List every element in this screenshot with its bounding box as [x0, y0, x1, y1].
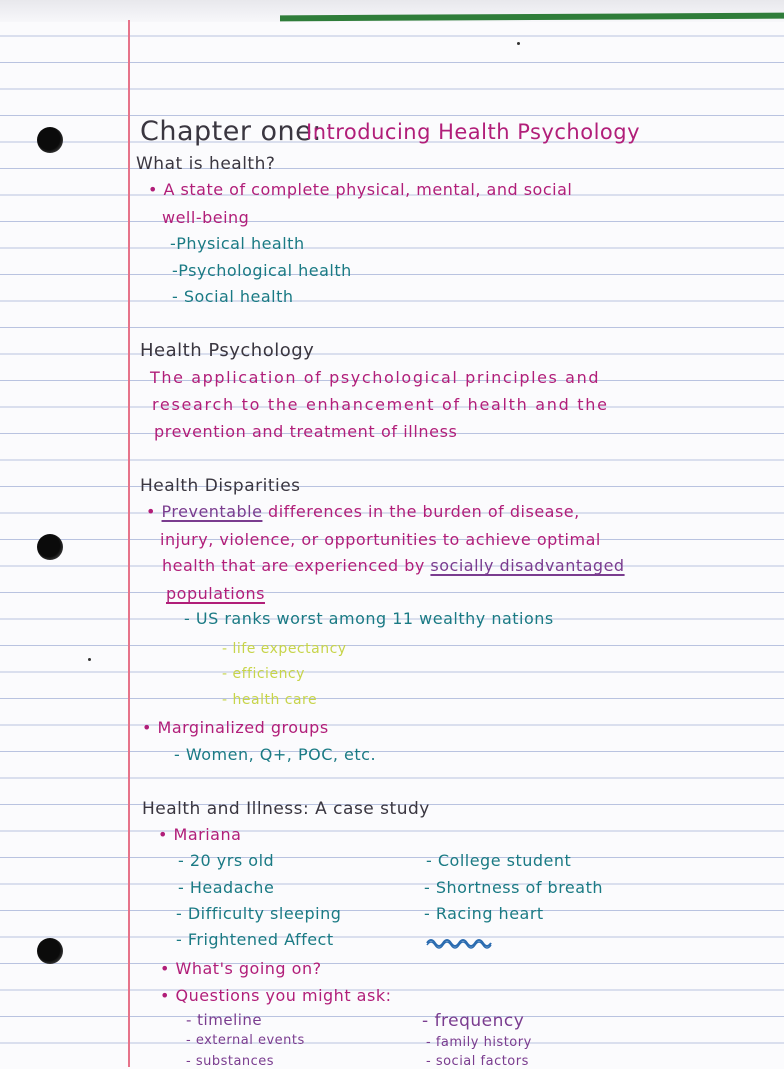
case-subject: • Mariana	[158, 825, 242, 844]
disparities-line: injury, violence, or opportunities to achieve optimal	[160, 530, 601, 549]
definition-line: research to the enhancement of health and the	[152, 395, 609, 414]
list-item: - Social health	[172, 287, 294, 306]
symptom-item: - Frightened Affect	[176, 930, 334, 949]
scribbled-out-text	[425, 935, 497, 949]
marginalized-examples: - Women, Q+, POC, etc.	[174, 745, 377, 764]
list-item: - efficiency	[222, 666, 305, 682]
ink-speck	[88, 658, 91, 661]
symptom-item: - Headache	[178, 878, 275, 897]
disparities-line	[146, 504, 580, 520]
symptom-item: - Difficulty sleeping	[176, 904, 342, 923]
chapter-title: Introducing Health Psychology	[306, 120, 641, 144]
question-topic: - family history	[426, 1035, 532, 1050]
underlined-term: populations	[166, 584, 265, 603]
section-heading-health: What is health?	[136, 154, 276, 174]
symptom-item: - 20 yrs old	[178, 851, 275, 870]
question-topic: - external events	[186, 1033, 305, 1048]
question: • What's going on?	[160, 959, 322, 978]
symptom-item: - College student	[426, 851, 572, 870]
definition-line: prevention and treatment of illness	[154, 422, 458, 441]
list-item: -Psychological health	[172, 261, 352, 280]
question-topic: - timeline	[186, 1011, 263, 1029]
question-topic: - substances	[186, 1054, 275, 1069]
us-rank-item: - US ranks worst among 11 wealthy nations	[184, 609, 554, 628]
health-definition-line: well-being	[162, 208, 250, 227]
disparities-line	[162, 558, 625, 574]
symptom-item: - Racing heart	[424, 904, 544, 923]
marginalized-groups: • Marginalized groups	[142, 718, 329, 737]
margin-line	[128, 20, 130, 1067]
ink-speck	[517, 42, 520, 45]
question-topic: - social factors	[426, 1054, 529, 1069]
binder-hole-top	[37, 127, 63, 153]
section-heading-health-psychology: Health Psychology	[140, 340, 315, 361]
definition-line: The application of psychological principles and	[150, 368, 601, 387]
underlined-term: Preventable	[161, 502, 263, 521]
question-topic: - frequency	[422, 1011, 525, 1031]
underlined-term: socially disadvantaged	[430, 556, 625, 575]
section-heading-disparities: Health Disparities	[140, 476, 301, 496]
list-item: - life expectancy	[222, 641, 347, 657]
symptom-item: - Shortness of breath	[424, 878, 603, 897]
section-heading-case-study: Health and Illness: A case study	[142, 799, 430, 819]
binder-hole-bottom	[37, 938, 63, 964]
line-text: health that are experienced by	[162, 556, 425, 575]
ask-heading: • Questions you might ask:	[160, 986, 392, 1005]
chapter-label: Chapter one:	[140, 116, 322, 147]
list-item: -Physical health	[170, 234, 305, 253]
health-definition-line: • A state of complete physical, mental, and social	[148, 180, 573, 199]
line-text: differences in the burden of disease,	[268, 502, 580, 521]
binder-hole-middle	[37, 534, 63, 560]
list-item: - health care	[222, 692, 318, 708]
bullet: •	[146, 502, 156, 521]
